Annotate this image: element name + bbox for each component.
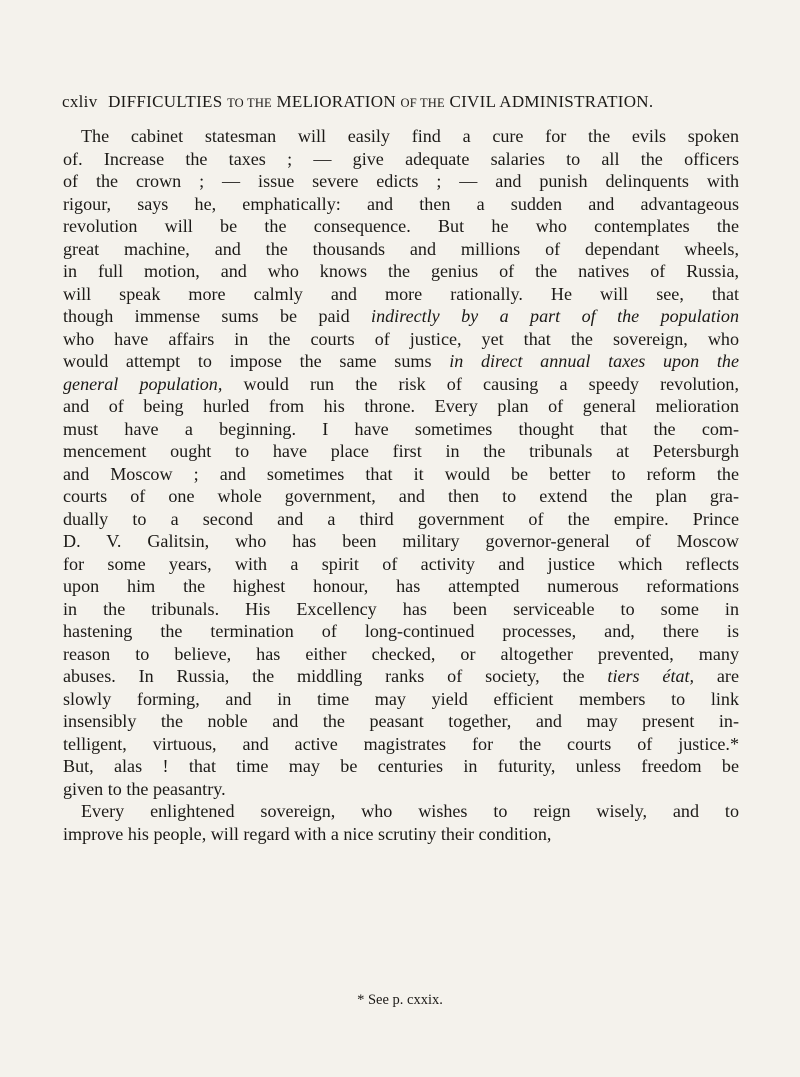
italic-phrase: tiers état,	[607, 666, 695, 686]
text-line: telligent, virtuous, and active magistrates for the courts of justice.*	[63, 733, 739, 754]
text-line: slowly forming, and in time may yield efficient members to link	[63, 688, 739, 709]
header-word-small: TO THE	[227, 96, 272, 110]
text-line: and of being hurled from his throne. Every plan of general melioration	[63, 396, 739, 416]
text-line: of. Increase the taxes ; — give adequate salaries to all the officers	[63, 148, 739, 169]
footnote: * See p. cxxix.	[357, 992, 443, 1008]
text-line: who have affairs in the courts of justice, yet that the sovereign, who	[63, 328, 739, 349]
text-line: rigour, says he, emphatically: and then a sudden and advantageous	[63, 193, 739, 214]
text-line: given to the peasantry.	[63, 778, 226, 799]
text-line: courts of one whole government, and then to extend the plan gra-	[63, 486, 739, 506]
text-line: mencement ought to have place first in the tribunals at Petersburgh	[63, 441, 739, 461]
text-line: But, alas ! that time may be centuries in futurity, unless freedom be	[63, 756, 739, 776]
text-line: and Moscow ; and sometimes that it would be better to reform the	[63, 463, 739, 484]
italic-phrase: in direct annual taxes upon the	[449, 351, 739, 371]
text-line: dually to a second and a third government of the empire. Prince	[63, 508, 739, 529]
text-line: D. V. Galitsin, who has been military governor-general of Moscow	[63, 531, 739, 551]
italic-phrase: general population,	[63, 373, 223, 394]
text-line: must have a beginning. I have sometimes thought that the com-	[63, 418, 739, 439]
running-header	[62, 92, 742, 112]
text-line: improve his people, will regard with a nice scrutiny their condition,	[63, 823, 552, 844]
text-line: for some years, with a spirit of activity and justice which reflects	[63, 553, 739, 574]
text-line: great machine, and the thousands and millions of dependant wheels,	[63, 238, 739, 259]
header-word: MELIORATION	[276, 92, 396, 111]
header-word: CIVIL ADMINISTRATION.	[449, 92, 654, 111]
page-number: cxliv	[62, 92, 98, 111]
text-line: hastening the termination of long-continued processes, and, there is	[63, 621, 739, 641]
text-line: will speak more calmly and more rationally. He will see, that	[63, 283, 739, 304]
text-line: Every enlightened sovereign, who wishes to reign wisely, and to	[81, 801, 739, 821]
text-line: The cabinet statesman will easily find a cure for the evils spoken	[81, 126, 739, 146]
text-line: revolution will be the consequence. But he who contemplates the	[63, 216, 739, 236]
text-line: upon him the highest honour, has attempted numerous reformations	[63, 576, 739, 596]
text-line: in the tribunals. His Excellency has been serviceable to some in	[63, 598, 739, 619]
header-word: DIFFICULTIES	[108, 92, 223, 111]
text-line: insensibly the noble and the peasant together, and may present in-	[63, 711, 739, 731]
text-line: general population, would run the risk of causing a speedy revolution,	[63, 373, 739, 394]
text-line: of the crown ; — issue severe edicts ; — and punish delinquents with	[63, 171, 739, 191]
header-word-small: OF THE	[400, 96, 445, 110]
text-line: reason to believe, has either checked, or altogether prevented, many	[63, 643, 739, 664]
text-line: would attempt to impose the same sums in direct annual taxes upon the	[63, 351, 739, 371]
text-line: though immense sums be paid indirectly by a part of the population	[63, 306, 740, 326]
italic-phrase: indirectly by a part of the population	[371, 306, 740, 326]
body-text	[63, 125, 739, 845]
text-line: abuses. In Russia, the middling ranks of society, the tiers état, are	[63, 666, 739, 686]
text-line: in full motion, and who knows the genius of the natives of Russia,	[63, 261, 739, 281]
